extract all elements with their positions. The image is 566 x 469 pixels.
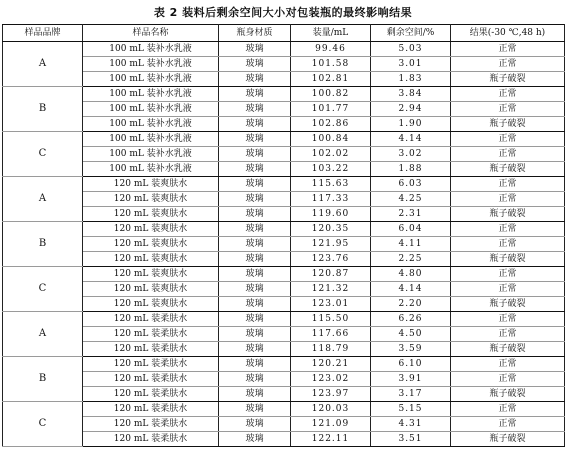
brand-group (3, 312, 565, 357)
material-cell: 玻璃 (219, 57, 291, 72)
fill-volume-cell: 102.86 (291, 117, 371, 132)
result-cell: 正常 (451, 267, 565, 282)
result-cell: 瓶子破裂 (451, 207, 565, 222)
material-cell: 玻璃 (219, 297, 291, 312)
result-cell: 正常 (451, 357, 565, 372)
result-cell: 正常 (451, 372, 565, 387)
sample-name-cell: 120 mL 装柔肤水 (83, 372, 219, 387)
sample-name-cell: 120 mL 装爽肤水 (83, 282, 219, 297)
headspace-cell: 2.20 (371, 297, 451, 312)
headspace-cell: 2.25 (371, 252, 451, 267)
fill-volume-cell: 121.95 (291, 237, 371, 252)
results-table (2, 24, 565, 447)
headspace-cell: 3.17 (371, 387, 451, 402)
table-header-row (3, 25, 565, 42)
table-row (3, 252, 565, 267)
fill-volume-cell: 102.02 (291, 147, 371, 162)
table-row (3, 357, 565, 372)
brand-cell: C (3, 132, 83, 177)
brand-cell: A (3, 177, 83, 222)
result-cell: 正常 (451, 147, 565, 162)
table-row (3, 327, 565, 342)
table-row (3, 102, 565, 117)
fill-volume-cell: 120.03 (291, 402, 371, 417)
headspace-cell: 6.26 (371, 312, 451, 327)
headspace-cell: 1.90 (371, 117, 451, 132)
brand-cell: C (3, 402, 83, 447)
result-cell: 正常 (451, 327, 565, 342)
sample-name-cell: 120 mL 装柔肤水 (83, 432, 219, 447)
table-row (3, 57, 565, 72)
material-cell: 玻璃 (219, 312, 291, 327)
fill-volume-cell: 103.22 (291, 162, 371, 177)
material-cell: 玻璃 (219, 252, 291, 267)
sample-name-cell: 100 mL 装补水乳液 (83, 117, 219, 132)
material-cell: 玻璃 (219, 267, 291, 282)
result-cell: 正常 (451, 132, 565, 147)
sample-name-cell: 120 mL 装柔肤水 (83, 327, 219, 342)
result-cell: 正常 (451, 192, 565, 207)
brand-cell: C (3, 267, 83, 312)
table-row (3, 282, 565, 297)
fill-volume-cell: 122.11 (291, 432, 371, 447)
headspace-cell: 2.31 (371, 207, 451, 222)
result-cell: 正常 (451, 417, 565, 432)
material-cell: 玻璃 (219, 402, 291, 417)
table-row (3, 147, 565, 162)
fill-volume-cell: 115.50 (291, 312, 371, 327)
sample-name-cell: 120 mL 装爽肤水 (83, 237, 219, 252)
material-cell: 玻璃 (219, 342, 291, 357)
material-cell: 玻璃 (219, 177, 291, 192)
brand-cell: B (3, 222, 83, 267)
brand-group (3, 357, 565, 402)
table-row (3, 297, 565, 312)
material-cell: 玻璃 (219, 87, 291, 102)
result-cell: 正常 (451, 222, 565, 237)
fill-volume-cell: 115.63 (291, 177, 371, 192)
result-cell: 正常 (451, 102, 565, 117)
result-cell: 正常 (451, 402, 565, 417)
result-cell: 瓶子破裂 (451, 297, 565, 312)
fill-volume-cell: 119.60 (291, 207, 371, 222)
headspace-cell: 4.31 (371, 417, 451, 432)
fill-volume-cell: 120.35 (291, 222, 371, 237)
fill-volume-cell: 101.77 (291, 102, 371, 117)
header-material: 瓶身材质 (219, 25, 291, 42)
table-row (3, 192, 565, 207)
sample-name-cell: 100 mL 装补水乳液 (83, 102, 219, 117)
headspace-cell: 4.11 (371, 237, 451, 252)
table-row (3, 387, 565, 402)
sample-name-cell: 120 mL 装爽肤水 (83, 267, 219, 282)
material-cell: 玻璃 (219, 282, 291, 297)
fill-volume-cell: 123.97 (291, 387, 371, 402)
sample-name-cell: 100 mL 装补水乳液 (83, 162, 219, 177)
result-cell: 瓶子破裂 (451, 342, 565, 357)
table-row (3, 312, 565, 327)
table-row (3, 42, 565, 57)
brand-group (3, 177, 565, 222)
result-cell: 正常 (451, 237, 565, 252)
brand-cell: A (3, 312, 83, 357)
header-brand: 样品品牌 (3, 25, 83, 42)
result-cell: 正常 (451, 57, 565, 72)
table-row (3, 342, 565, 357)
headspace-cell: 5.03 (371, 42, 451, 57)
material-cell: 玻璃 (219, 117, 291, 132)
sample-name-cell: 120 mL 装柔肤水 (83, 417, 219, 432)
sample-name-cell: 120 mL 装柔肤水 (83, 312, 219, 327)
result-cell: 正常 (451, 312, 565, 327)
sample-name-cell: 120 mL 装爽肤水 (83, 297, 219, 312)
table-row (3, 132, 565, 147)
headspace-cell: 5.15 (371, 402, 451, 417)
headspace-cell: 6.03 (371, 177, 451, 192)
header-fill-volume: 装量/mL (291, 25, 371, 42)
fill-volume-cell: 121.09 (291, 417, 371, 432)
fill-volume-cell: 102.81 (291, 72, 371, 87)
table-row (3, 117, 565, 132)
material-cell: 玻璃 (219, 72, 291, 87)
fill-volume-cell: 123.02 (291, 372, 371, 387)
headspace-cell: 3.02 (371, 147, 451, 162)
table-row (3, 177, 565, 192)
brand-cell: A (3, 42, 83, 87)
sample-name-cell: 120 mL 装柔肤水 (83, 402, 219, 417)
headspace-cell: 4.14 (371, 282, 451, 297)
result-cell: 瓶子破裂 (451, 162, 565, 177)
table-row (3, 417, 565, 432)
brand-cell: B (3, 87, 83, 132)
result-cell: 正常 (451, 177, 565, 192)
material-cell: 玻璃 (219, 102, 291, 117)
fill-volume-cell: 101.58 (291, 57, 371, 72)
brand-group (3, 402, 565, 447)
result-cell: 瓶子破裂 (451, 252, 565, 267)
headspace-cell: 3.01 (371, 57, 451, 72)
fill-volume-cell: 120.21 (291, 357, 371, 372)
fill-volume-cell: 99.46 (291, 42, 371, 57)
headspace-cell: 4.14 (371, 132, 451, 147)
result-cell: 正常 (451, 42, 565, 57)
sample-name-cell: 120 mL 装柔肤水 (83, 357, 219, 372)
sample-name-cell: 120 mL 装柔肤水 (83, 387, 219, 402)
table-row (3, 222, 565, 237)
headspace-cell: 1.83 (371, 72, 451, 87)
table-row (3, 72, 565, 87)
fill-volume-cell: 118.79 (291, 342, 371, 357)
brand-group (3, 87, 565, 132)
brand-group (3, 267, 565, 312)
material-cell: 玻璃 (219, 432, 291, 447)
material-cell: 玻璃 (219, 42, 291, 57)
table-row (3, 207, 565, 222)
material-cell: 玻璃 (219, 207, 291, 222)
table-row (3, 267, 565, 282)
result-cell: 瓶子破裂 (451, 72, 565, 87)
material-cell: 玻璃 (219, 417, 291, 432)
material-cell: 玻璃 (219, 222, 291, 237)
headspace-cell: 6.04 (371, 222, 451, 237)
brand-group (3, 222, 565, 267)
fill-volume-cell: 100.84 (291, 132, 371, 147)
headspace-cell: 1.88 (371, 162, 451, 177)
headspace-cell: 4.80 (371, 267, 451, 282)
header-headspace: 剩余空间/% (371, 25, 451, 42)
material-cell: 玻璃 (219, 372, 291, 387)
sample-name-cell: 120 mL 装爽肤水 (83, 252, 219, 267)
fill-volume-cell: 117.33 (291, 192, 371, 207)
result-cell: 正常 (451, 282, 565, 297)
fill-volume-cell: 123.01 (291, 297, 371, 312)
table-row (3, 162, 565, 177)
sample-name-cell: 100 mL 装补水乳液 (83, 72, 219, 87)
header-sample-name: 样品名称 (83, 25, 219, 42)
sample-name-cell: 120 mL 装爽肤水 (83, 207, 219, 222)
sample-name-cell: 100 mL 装补水乳液 (83, 147, 219, 162)
table-row (3, 402, 565, 417)
sample-name-cell: 120 mL 装爽肤水 (83, 192, 219, 207)
table-row (3, 372, 565, 387)
sample-name-cell: 120 mL 装柔肤水 (83, 342, 219, 357)
table-caption: 表 2 装料后剩余空间大小对包装瓶的最终影响结果 (153, 6, 413, 19)
material-cell: 玻璃 (219, 192, 291, 207)
fill-volume-cell: 117.66 (291, 327, 371, 342)
sample-name-cell: 100 mL 装补水乳液 (83, 132, 219, 147)
material-cell: 玻璃 (219, 147, 291, 162)
fill-volume-cell: 123.76 (291, 252, 371, 267)
brand-cell: B (3, 357, 83, 402)
headspace-cell: 3.51 (371, 432, 451, 447)
fill-volume-cell: 100.82 (291, 87, 371, 102)
headspace-cell: 2.94 (371, 102, 451, 117)
sample-name-cell: 120 mL 装爽肤水 (83, 177, 219, 192)
material-cell: 玻璃 (219, 237, 291, 252)
result-cell: 瓶子破裂 (451, 387, 565, 402)
table-row (3, 432, 565, 447)
headspace-cell: 4.25 (371, 192, 451, 207)
material-cell: 玻璃 (219, 327, 291, 342)
sample-name-cell: 100 mL 装补水乳液 (83, 42, 219, 57)
sample-name-cell: 100 mL 装补水乳液 (83, 87, 219, 102)
headspace-cell: 3.84 (371, 87, 451, 102)
material-cell: 玻璃 (219, 132, 291, 147)
result-cell: 瓶子破裂 (451, 432, 565, 447)
result-cell: 瓶子破裂 (451, 117, 565, 132)
table-row (3, 87, 565, 102)
fill-volume-cell: 121.32 (291, 282, 371, 297)
sample-name-cell: 120 mL 装爽肤水 (83, 222, 219, 237)
brand-group (3, 42, 565, 87)
material-cell: 玻璃 (219, 357, 291, 372)
headspace-cell: 6.10 (371, 357, 451, 372)
headspace-cell: 3.59 (371, 342, 451, 357)
fill-volume-cell: 120.87 (291, 267, 371, 282)
brand-group (3, 132, 565, 177)
table-row (3, 237, 565, 252)
sample-name-cell: 100 mL 装补水乳液 (83, 57, 219, 72)
material-cell: 玻璃 (219, 387, 291, 402)
header-result: 结果(-30 ℃,48 h) (451, 25, 565, 42)
material-cell: 玻璃 (219, 162, 291, 177)
headspace-cell: 3.91 (371, 372, 451, 387)
result-cell: 正常 (451, 87, 565, 102)
headspace-cell: 4.50 (371, 327, 451, 342)
